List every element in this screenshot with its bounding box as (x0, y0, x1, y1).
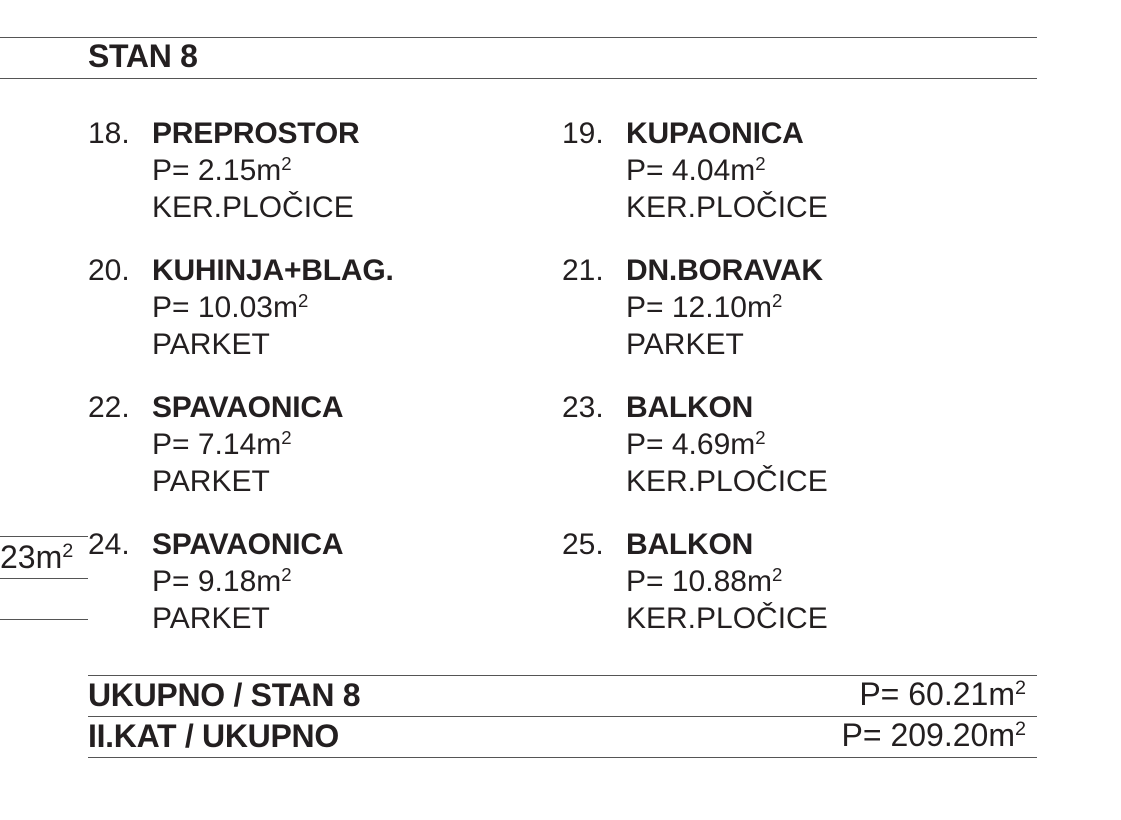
total-value-stan: $P= 60.21m^2$ (859, 676, 1026, 712)
page-title: STAN 8 (88, 38, 198, 74)
room-floor-material: PARKET (626, 328, 744, 361)
room-floor-material: KER.PLOČICE (626, 191, 828, 224)
room-floor-material: PARKET (152, 328, 270, 361)
room-name: BALKON (626, 391, 754, 424)
totals-bottom-rule (88, 757, 1037, 758)
room-name: KUHINJA+BLAG. (152, 254, 394, 287)
adjacent-table-rule (0, 578, 88, 579)
room-name: PREPROSTOR (152, 117, 360, 150)
room-area: $P= 10.88m^2$ (626, 563, 783, 598)
room-floor-material: KER.PLOČICE (626, 602, 828, 635)
room-floor-material: KER.PLOČICE (152, 191, 354, 224)
room-floor-material: PARKET (152, 602, 270, 635)
total-label-floor: II.KAT / UKUPNO (88, 718, 339, 754)
room-name: BALKON (626, 528, 754, 561)
room-area: $P= 4.04m^2$ (626, 152, 766, 187)
room-area: $P= 9.18m^2$ (152, 563, 292, 598)
adjacent-table-fragment: $23m^2$ (0, 539, 74, 575)
room-area: $P= 2.15m^2$ (152, 152, 292, 187)
room-name: SPAVAONICA (152, 528, 344, 561)
room-number: 21. (562, 254, 604, 287)
room-area: $P= 7.14m^2$ (152, 426, 292, 461)
room-name: KUPAONICA (626, 117, 804, 150)
room-number: 25. (562, 528, 604, 561)
adjacent-table-rule (0, 619, 88, 620)
room-number: 20. (88, 254, 130, 287)
room-number: 23. (562, 391, 604, 424)
room-number: 22. (88, 391, 130, 424)
header-bottom-rule (0, 78, 1037, 79)
room-floor-material: KER.PLOČICE (626, 465, 828, 498)
room-area: $P= 10.03m^2$ (152, 289, 309, 324)
room-name: DN.BORAVAK (626, 254, 823, 287)
room-floor-material: PARKET (152, 465, 270, 498)
total-label-stan: UKUPNO / STAN 8 (88, 677, 361, 713)
room-area: $P= 4.69m^2$ (626, 426, 766, 461)
room-number: 19. (562, 117, 604, 150)
room-name: SPAVAONICA (152, 391, 344, 424)
adjacent-table-rule (0, 536, 88, 537)
room-area: $P= 12.10m^2$ (626, 289, 783, 324)
total-value-floor: $P= 209.20m^2$ (841, 717, 1026, 753)
room-number: 24. (88, 528, 130, 561)
room-number: 18. (88, 117, 130, 150)
